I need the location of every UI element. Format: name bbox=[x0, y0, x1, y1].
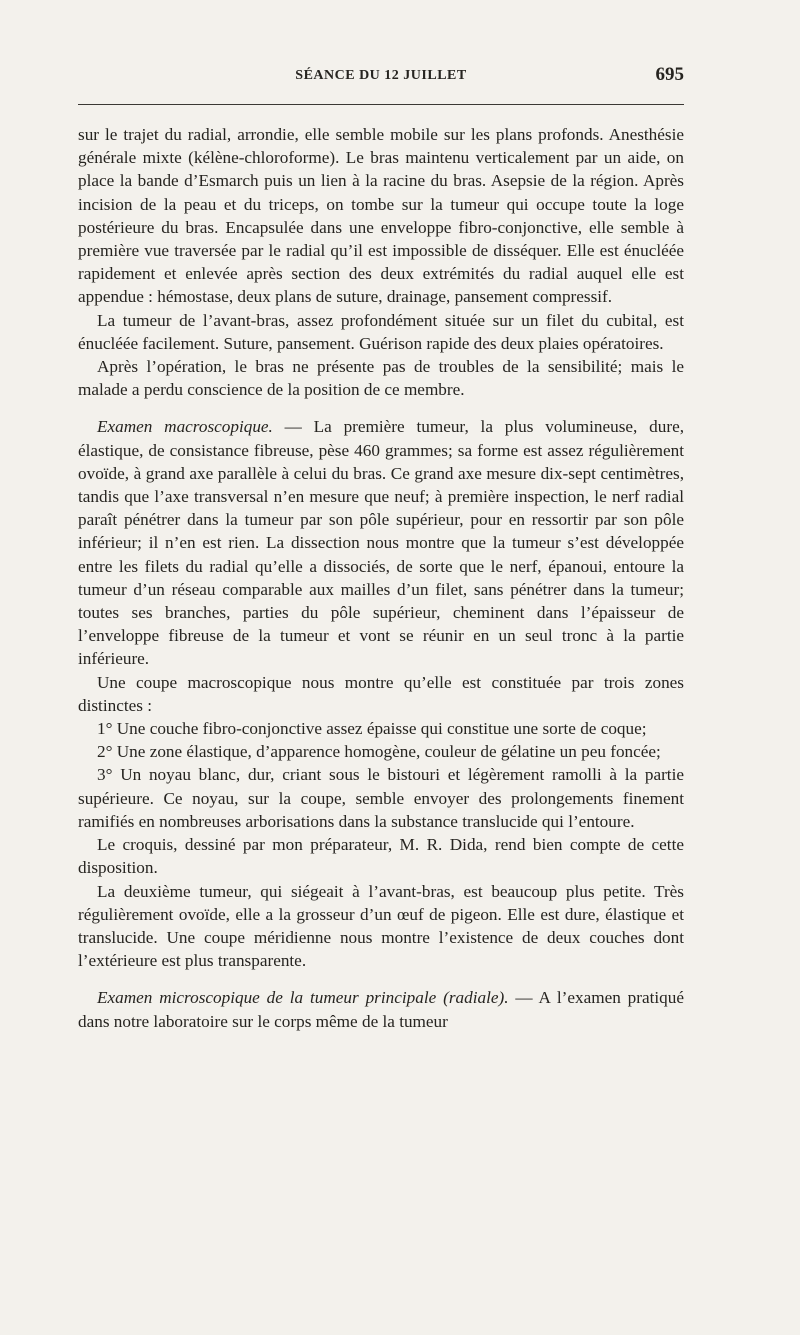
paragraph bbox=[78, 415, 684, 670]
section-heading: Examen macroscopique. bbox=[97, 417, 273, 437]
paragraph bbox=[78, 986, 684, 1032]
list-item: 1° Une couche fibro-conjonctive assez épaisse qui constitue une sorte de coque; bbox=[97, 719, 647, 739]
paragraph: Après l’opération, le bras ne présente pas de troubles de la sensibilité; mais le malade a perdu conscience de la position de ce membre. bbox=[78, 357, 684, 400]
paragraph: La deuxième tumeur, qui siégeait à l’avant-bras, est beaucoup plus petite. Très régulièrement ovoïde, elle a la grosseur d’un œuf de pigeon. Elle est dure, élastique et translucide. Une coupe méridienne nous montre l’existence de deux couches dont l’extérieure est plus transparente. bbox=[78, 881, 684, 971]
page-number: 695 bbox=[655, 64, 684, 85]
page-header bbox=[78, 64, 684, 94]
header-rule bbox=[78, 104, 684, 105]
body-text bbox=[78, 123, 684, 1033]
paragraph-text: — La première tumeur, la plus volumineuse, dure, élastique, de consistance fibreuse, pèse 460 grammes; sa forme est assez régulièrement ovoïde, à grand axe parallèle à celui du bras. Ce grand axe mesure dix-sept centimètres, tandis que l’axe transversal n’en mesure que neuf; à première inspection, le nerf radial paraît pénétrer dans la tumeur par son pôle supérieur, pour en ressortir par son pôle inférieur; il n’en est rien. La dissection nous montre que la tumeur s’est développée entre les filets du radial qu’elle a dissociés, de sorte que le nerf, épanoui, entoure la tumeur d’un réseau comparable aux mailles d’un filet, sans pénétrer dans la tumeur; toutes ses branches, parties du pôle supérieur, cheminent dans l’épaisseur de l’enveloppe fibreuse de la tumeur et vont se réunir en un seul tronc à la partie inférieure. bbox=[78, 417, 685, 669]
list-item: 3° Un noyau blanc, dur, criant sous le bistouri et légèrement ramolli à la partie supérieure. Ce noyau, sur la coupe, semble envoyer des prolongements finement ramifiés en nombreuses arborisations dans la substance translucide qui l’entoure. bbox=[78, 765, 684, 831]
paragraph-text: — A l’examen pratiqué dans notre laboratoire sur le corps même de la tumeur bbox=[78, 988, 684, 1031]
paragraph: sur le trajet du radial, arrondie, elle semble mobile sur les plans profonds. Anesthésie générale mixte (kélène-chloroforme). Le bras maintenu verticalement par un aide, on place la bande d’Esmarch puis un lien à la racine du bras. Asepsie de la région. Après incision de la peau et du triceps, on tombe sur la tumeur qui occupe toute la loge postérieure du bras. Encapsulée dans une enveloppe fibro-conjonctive, elle semble à première vue traversée par le radial qu’il est impossible de disséquer. Elle est énucléée rapidement et enlevée après section des deux extrémités du radial auquel elle est appendue : hémostase, deux plans de suture, drainage, pansement compressif. bbox=[78, 125, 684, 307]
section-heading: Examen microscopique de la tumeur principale (radiale). bbox=[97, 988, 509, 1008]
paragraph: La tumeur de l’avant-bras, assez profondément située sur un filet du cubital, est énucléée facilement. Suture, pansement. Guérison rapide des deux plaies opératoires. bbox=[78, 310, 684, 353]
running-title: SÉANCE DU 12 JUILLET bbox=[295, 68, 467, 83]
list-item: 2° Une zone élastique, d’apparence homogène, couleur de gélatine un peu foncée; bbox=[97, 742, 661, 762]
paragraph: Une coupe macroscopique nous montre qu’elle est constituée par trois zones distinctes : bbox=[78, 672, 684, 715]
paragraph: Le croquis, dessiné par mon préparateur, M. R. Dida, rend bien compte de cette disposition. bbox=[78, 835, 684, 878]
